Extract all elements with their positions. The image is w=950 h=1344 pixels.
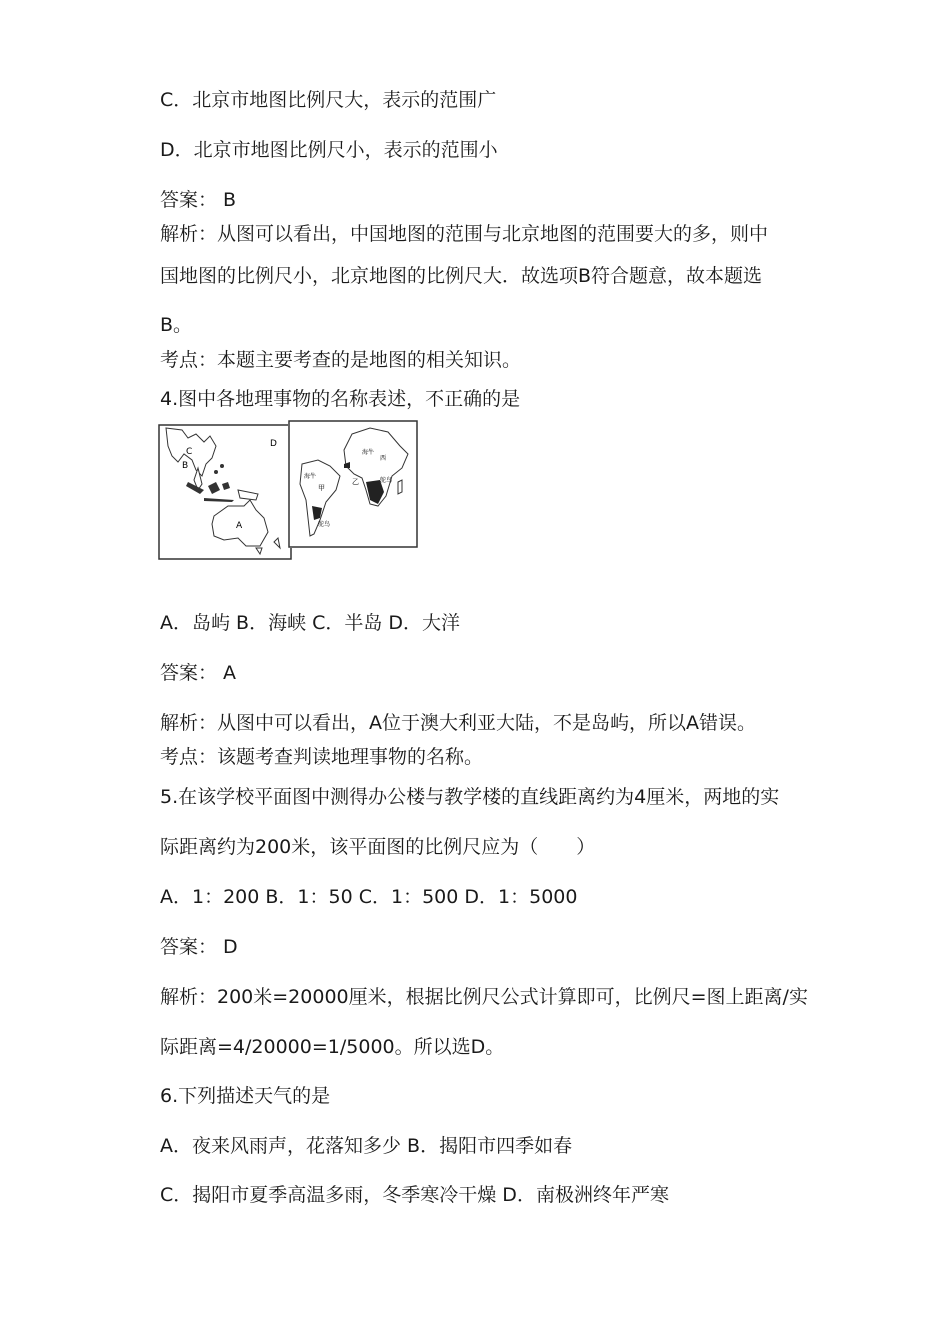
map-right-label-yi: 乙 [352,478,359,486]
q3-option-c: C．北京市地图比例尺大，表示的范围广 [160,89,497,111]
map-left-label-a: A [236,521,243,531]
q5-analysis-2: 际距离=4/20000=1/5000。所以选D。 [160,1036,505,1058]
q6-stem: 6.下列描述天气的是 [160,1085,331,1107]
q3-analysis-1: 解析：从图可以看出，中国地图的范围与北京地图的范围要大的多，则中 [160,223,769,245]
asia-australia-map [158,424,292,560]
q3-analysis-2: 国地图的比例尺小，北京地图的比例尺大．故选项B符合题意，故本题选 [160,265,763,287]
q3-option-d: D．北京市地图比例尺小，表示的范围小 [160,139,498,161]
map-left-label-d: D [270,439,277,449]
q4-figure [158,420,420,560]
q5-analysis-1: 解析：200米=20000厘米，根据比例尺公式计算即可，比例尺=图上距离/实 [160,986,808,1008]
map-left-label-c: C [186,447,193,457]
map-left-label-b: B [182,461,189,471]
q3-answer: 答案： B [160,189,237,211]
q6-options-cd: C．揭阳市夏季高温多雨，冬季寒冷干燥 D．南极洲终年严寒 [160,1184,669,1206]
q5-stem-1: 5.在该学校平面图中测得办公楼与教学楼的直线距离约为4厘米，两地的实 [160,786,780,808]
q5-answer: 答案： D [160,936,238,958]
q5-options: A．1：200 B．1：50 C．1：500 D．1：5000 [160,886,578,908]
map-right-label-xi: 西 [380,455,387,462]
q4-point: 考点：该题考查判读地理事物的名称。 [160,746,484,768]
q4-answer: 答案： A [160,662,237,684]
q4-stem: 4.图中各地理事物的名称表述，不正确的是 [160,388,521,410]
q4-analysis: 解析：从图中可以看出，A位于澳大利亚大陆，不是岛屿，所以A错误。 [160,712,756,734]
map-right-label-hainiu-2: 海牛 [304,473,317,480]
q3-point: 考点：本题主要考查的是地图的相关知识。 [160,349,522,371]
q5-stem-2: 际距离约为200米，该平面图的比例尺应为（ ） [160,836,596,858]
map-right-label-tuoniao-2: 鸵鸟 [318,521,331,528]
q6-options-ab: A．夜来风雨声，花落知多少 B．揭阳市四季如春 [160,1135,573,1157]
map-right-label-tuoniao-1: 鸵鸟 [380,477,393,484]
america-africa-map [288,420,418,548]
q4-options: A．岛屿 B．海峡 C．半岛 D．大洋 [160,612,461,634]
map-right-label-hainiu-1: 海牛 [362,449,375,456]
map-right-label-jia: 甲 [318,484,325,492]
q3-analysis-3: B。 [160,314,193,336]
